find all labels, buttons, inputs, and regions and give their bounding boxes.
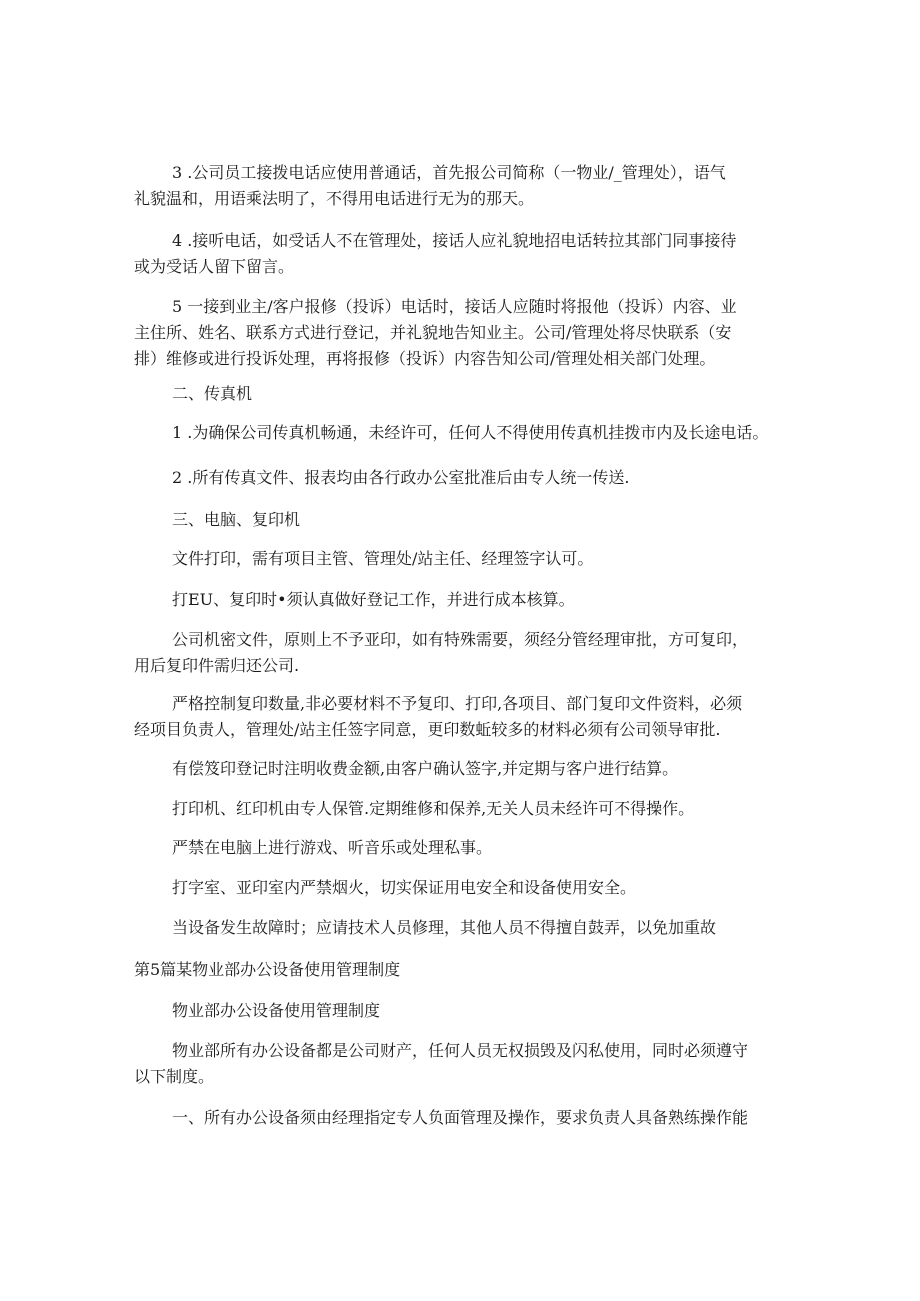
copier-rule-4-line-1: 严格控制复印数量,非必要材料不予复印、打印,各项目、部门复印文件资料，必须 [172,694,743,713]
copier-rule-3-line-1: 公司机密文件，原则上不予亚印，如有特殊需要，须经分管经理审批，方可复印， [172,630,749,649]
section-heading-computer-copier: 三、电脑、复印机 [172,510,301,529]
fax-item-1: 1 .为确保公司传真机畅通，未经许可，任何人不得使用传真机挂拨市内及长途电话。 [172,423,769,442]
section-heading-fax: 二、传真机 [172,384,253,403]
chapter-5-intro-line-1: 物业部所有办公设备都是公司财产，任何人员无权损毁及闪私使用，同时必须遵守 [172,1041,749,1060]
paragraph-5-line-1: 5 一接到业主/客户报修（投诉）电话时，接话人应随时将报他（投诉）内容、业 [172,297,737,316]
copier-rule-6: 打印机、红印机由专人保管.定期维修和保养,无关人员未经许可不得操作。 [172,799,695,818]
paragraph-3-line-1: 3 .公司员工接拨电话应使用普通话，首先报公司简称（一物业/_管理处），语气 [172,163,726,182]
copier-rule-4-line-2: 经项目负责人，管理处/站主任签字同意，更印数蚯较多的材料必须有公司领导审批. [134,720,721,739]
copier-rule-9: 当设备发生故障时；应请技术人员修理，其他人员不得擅自鼓弄，以免加重故 [172,918,717,937]
paragraph-5-line-3: 排）维修或进行投诉处理，再将报修（投诉）内容告知公司/管理处相关部门处理。 [134,349,716,368]
chapter-5-subtitle: 物业部办公设备使用管理制度 [172,1001,381,1020]
copier-rule-1: 文件打印，需有项目主管、管理处/站主任、经理签字认可。 [172,549,594,568]
paragraph-5-line-2: 主住所、姓名、联系方式进行登记，并礼貌地告知业主。公司/管理处将尽快联系（安 [134,323,732,342]
paragraph-4-line-2: 或为受话人留下留言。 [134,257,295,276]
paragraph-3-line-2: 礼貌温和，用语乘法明了，不得用电话进行无为的那天。 [134,189,535,208]
paragraph-4-line-1: 4 .接听电话，如受话人不在管理处，接话人应礼貌地招电话转拉其部门同事接待 [172,231,737,250]
copier-rule-7: 严禁在电脑上进行游戏、听音乐或处理私事。 [172,838,493,857]
chapter-5-rule-1: 一、所有办公设备须由经理指定专人负面管理及操作，要求负责人具备熟练操作能 [172,1108,749,1127]
chapter-5-intro-line-2: 以下制度。 [134,1067,215,1086]
copier-rule-2: 打EU、复印时•须认真做好登记工作，并进行成本核算。 [172,590,575,609]
fax-item-2: 2 .所有传真文件、报表均由各行政办公室批准后由专人统一传送. [172,468,630,487]
copier-rule-8: 打字室、亚印室内严禁烟火，切实保证用电安全和设备使用安全。 [172,878,637,897]
copier-rule-5: 有偿笈印登记时注明收费金额,由客户确认签字,并定期与客户进行结算。 [172,759,679,778]
chapter-5-title: 第5篇某物业部办公设备使用管理制度 [134,960,401,979]
copier-rule-3-line-2: 用后复印件需归还公司. [134,656,300,675]
